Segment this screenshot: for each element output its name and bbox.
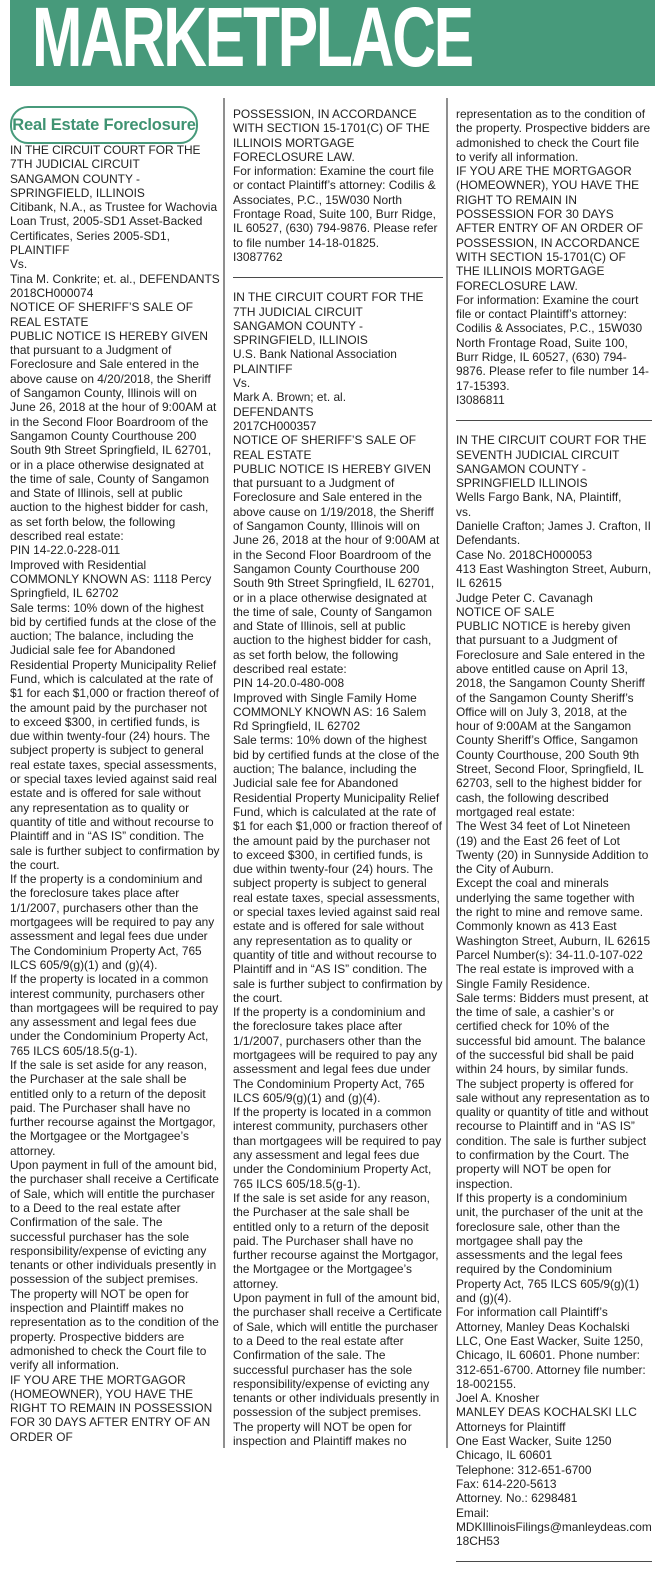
legal-text: Improved with Single Family Home [233,690,417,705]
legal-text: IN THE CIRCUIT COURT FOR THE 7TH JUDICIAL CIRCUIT [10,143,201,172]
legal-text: Fax: 614-220-5613 [456,1476,557,1491]
legal-text: vs. [456,504,472,519]
legal-text: Upon payment in full of the amount bid, the purchaser shall receive a Certificate of Sale, which will entitle the purchaser to a Deed to the real estate after Confirmation of the sale. The successful purchaser has the sole responsibility/expense of evicting any tenants or other individuals presently in possession of the subject premises. The property will NOT be open for inspection and Plaintiff makes no representation as to the condition of the property. Prospective bidders are admonished to check the Court file to verify all information. [10,1158,219,1373]
legal-text: Judge Peter C. Cavanagh [456,590,593,605]
legal-text: MANLEY DEAS KOCHALSKI LLC [456,1405,637,1420]
legal-text: Danielle Crafton; James J. Crafton, II [456,519,651,534]
legal-text: 2018CH000074 [10,285,94,300]
legal-text: Vs. [10,257,28,272]
column-3 [456,107,652,1574]
legal-text: IF YOU ARE THE MORTGAGOR (HOMEOWNER), YOU HAVE THE RIGHT TO REMAIN IN POSSESSION FOR 30 DAYS AFTER ENTRY OF AN ORDER OF POSSESSION, IN ACCORDANCE WITH SECTION 15-1701(C) OF THE ILLINOIS MORTGAGE FORECLOSURE LAW. [456,164,644,293]
legal-text: Citibank, N.A., as Trustee for Wachovia Loan Trust, 2005-SD1 Asset-Backed Certificates, Series 2005-SD1, [10,200,218,243]
legal-text: IF YOU ARE THE MORTGAGOR (HOMEOWNER), YOU HAVE THE RIGHT TO REMAIN IN POSSESSION FOR 30 DAYS AFTER ENTRY OF AN ORDER OF [10,1372,213,1444]
legal-text: Case No. 2018CH000053 [456,547,593,562]
column-divider-left [223,98,225,1448]
legal-text: 2017CH000357 [233,418,317,433]
legal-text: 413 East Washington Street, Auburn, IL 62615 [456,561,652,591]
legal-text: For information: Examine the court file or contact Plaintiff’s attorney: Codilis & Associates, P.C., 15W030 North Frontage Road, Suite 100, Burr Ridge, IL 60527, (630) 794-9876. Please refer to file number 14-18-01825. [233,164,438,250]
legal-text: NOTICE OF SHERIFF’S SALE OF REAL ESTATE [10,300,194,329]
legal-text: For information: Examine the court file or contact Plaintiff’s attorney: Codilis & Associates, P.C., 15W030 North Frontage Road, Suite 100, Burr Ridge, IL 60527, (630) 794-9876. Please refer to file number 14-17-15393. [456,292,650,393]
legal-text: Attorney. No.: 6298481 [456,1491,578,1506]
legal-text: U.S. Bank National Association [233,347,397,362]
legal-text: One East Wacker, Suite 1250 [456,1434,612,1449]
legal-text: Commonly known as 413 East Washington Street, Auburn, IL 62615 [456,919,651,948]
notice-divider [456,1561,652,1562]
legal-text: COMMONLY KNOWN AS: 1118 Percy Springfield, IL 62702 [10,571,212,601]
legal-text: I3086811 [456,392,505,407]
legal-text: IN THE CIRCUIT COURT FOR THE 7TH JUDICIAL CIRCUIT [233,290,424,319]
legal-text: 18CH53 [456,1534,500,1549]
legal-text: DEFENDANTS [233,404,314,419]
legal-text: Mark A. Brown; et. al. [233,390,347,405]
legal-text: PUBLIC NOTICE IS HEREBY GIVEN that pursuant to a Judgment of Foreclosure and Sale entered in the above cause on 1/19/2018, the Sheriff of Sangamon County, Illinois will on June 26, 2018 at the hour of 9:00AM at in the Second Floor Boardroom of the Sangamon County Courthouse 200 South 9th Street Springfield, IL 62701, or in a place otherwise designated at the time of sale, County of Sangamon and State of Illinois, sell at public auction to the highest bidder for cash, as set forth below, the following described real estate: [233,461,440,676]
masthead-banner [10,0,655,86]
legal-text: Tina M. Conkrite; et. al., DEFENDANTS [10,271,220,286]
legal-text: Upon payment in full of the amount bid, the purchaser shall receive a Certificate of Sale, which will entitle the purchaser to a Deed to the real estate after Confirmation of the sale. The successful purchaser has the sole responsibility/expense of evicting any tenants or other individuals presently in possession of the subject premises. The property will NOT be open for inspection and Plaintiff makes no [233,1291,442,1449]
legal-text: PLAINTIFF [233,361,293,376]
legal-text: If the sale is set aside for any reason, the Purchaser at the sale shall be entitled only to a return of the deposit paid. The Purchaser shall have no further recourse against the Mortgagor, the Mortgagee or the Mortgagee’s attorney. [233,1190,439,1291]
legal-text: SANGAMON COUNTY - SPRINGFIELD, ILLINOIS [233,318,368,348]
column-divider-right [446,98,448,1448]
legal-text: Joel A. Knosher [456,1391,540,1406]
legal-text: Improved with Residential [10,557,147,572]
legal-text: I3087762 [233,249,283,264]
legal-text: For information call Plaintiff’s Attorney, Manley Deas Kochalski LLC, One East Wacker, Suite 1250, Chicago, IL 60601. Phone number: 312-651-6700. Attorney file number: 18-002155. [456,1305,646,1391]
notice-divider [233,277,443,278]
legal-text: If the property is located in a common interest community, purchasers other than mortgagees will be required to pay any assessment and legal fees due under the Condominium Property Act, 765 ILCS 605/18.5(g-1). [233,1105,442,1191]
legal-text: SANGAMON COUNTY - SPRINGFIELD, ILLINOIS [10,171,145,200]
legal-text: SANGAMON COUNTY - SPRINGFIELD ILLINOIS [456,461,588,491]
legal-text: Wells Fargo Bank, NA, Plaintiff, [456,490,622,505]
legal-text: Email: MDKIllinoisFilings@manleydeas.com [456,1505,652,1534]
legal-text: Sale terms: Bidders must present, at the time of sale, a cashier’s or certified check for 10% of the successful bid amount. The balance of the successful bid shall be paid within 24 hours, by similar funds. The subject property is offered for sale without any representation as to quality or quantity of title and without recourse to Plaintiff and in “AS IS” condition. The sale is further subject to confirmation by the Court. The property will NOT be open for inspection. [456,990,650,1191]
legal-text: If this property is a condominium unit, the purchaser of the unit at the foreclosure sale, other than the mortgagee shall pay the assessments and the legal fees required by the Condominium Property Act, 765 ILCS 605/9(g)(1) and (g)(4). [456,1190,644,1306]
legal-text: Attorneys for Plaintiff [456,1419,566,1434]
legal-text: Telephone: 312-651-6700 [456,1462,592,1477]
legal-text: Defendants. [456,533,521,548]
category-badge [10,106,198,144]
page-title: MARKETPLACE [32,0,472,84]
legal-text: Sale terms: 10% down of the highest bid by certified funds at the close of the auction; The balance, including the Judicial sale fee for Abandoned Residential Property Municipality Relief Fund, which is calculated at the rate of $1 for each $1,000 or fraction thereof of the amount paid by the purchaser not to exceed $300, in certified funds, is due within twenty-four (24) hours. The subject property is subject to general real estate taxes, special assessments, or special taxes levied against said real estate and is offered for sale without any representation as to quality or quantity of title and without recourse to Plaintiff and in “AS IS” condition. The sale is further subject to confirmation by the court. [10,600,220,872]
notice-divider [456,420,652,421]
legal-text: Vs. [233,376,251,391]
legal-text: If the property is located in a common interest community, purchasers other than mortgagees will be required to pay any assessment and legal fees due under the Condominium Property Act, 765 ILCS 605/18.5(g-1). [10,972,219,1058]
legal-text: PUBLIC NOTICE IS HEREBY GIVEN that pursuant to a Judgment of Foreclosure and Sale entered in the above cause on 4/20/2018, the Sheriff of Sangamon County, Illinois will on June 26, 2018 at the hour of 9:00AM at in the Second Floor Boardroom of the Sangamon County Courthouse 200 South 9th Street Springfield, IL 62701, or in a place otherwise designated at the time of sale, County of Sangamon and State of Illinois, sell at public auction to the highest bidder for cash, as set forth below, the following described real estate: [10,328,217,544]
legal-text: If the property is a condominium and the foreclosure takes place after 1/1/2007, purchasers other than the mortgagees will be required to pay any assessment and legal fees due under The Condominium Property Act, 765 ILCS 605/9(g)(1) and (g)(4). [233,1005,438,1105]
legal-text: Except the coal and minerals underlying the same together with the right to mine and remove same. [456,876,644,920]
legal-text: NOTICE OF SHERIFF’S SALE OF REAL ESTATE [233,433,417,462]
legal-text: If the sale is set aside for any reason, the Purchaser at the sale shall be entitled only to a return of the deposit paid. The Purchaser shall have no further recourse against the Mortgagor, the Mortgagee or the Mortgagee’s attorney. [10,1058,216,1158]
legal-text: IN THE CIRCUIT COURT FOR THE SEVENTH JUDICIAL CIRCUIT [456,433,647,462]
legal-text: PUBLIC NOTICE is hereby given that pursuant to a Judgment of Foreclosure and Sale entered in the above entitled cause on April 13, 2018, the Sangamon County Sheriff of the Sangamon County Sheriff’s Office will on July 3, 2018, at the hour of 9:00AM at the Sangamon County Sheriff’s Office, Sangamon County Courthouse, 200 South 9th Street, Second Floor, Springfield, IL 62703, sell to the highest bidder for cash, the following described mortgaged real estate: [456,619,646,819]
category-label: Real Estate Foreclosure [12,115,196,134]
column-1 [10,143,220,1444]
legal-text: representation as to the condition of the property. Prospective bidders are admonished to check the Court file to verify all information. [456,107,651,164]
legal-text: POSSESSION, IN ACCORDANCE WITH SECTION 15-1701(C) OF THE ILLINOIS MORTGAGE FORECLOSURE LAW. [233,107,430,164]
legal-text: PIN 14-22.0-228-011 [10,543,121,558]
legal-text: Sale terms: 10% down of the highest bid by certified funds at the close of the auction; The balance, including the Judicial sale fee for Abandoned Residential Property Municipality Relief Fund, which is calculated at the rate of $1 for each $1,000 or fraction thereof of the amount paid by the purchaser not to exceed $300, in certified funds, is due within twenty-four (24) hours. The subject property is subject to general real estate taxes, special assessments, or special taxes levied against said real estate and is offered for sale without any representation as to quality or quantity of title and without recourse to Plaintiff and in “AS IS” condition. The sale is further subject to confirmation by the court. [233,733,443,1005]
legal-text: The real estate is improved with a Single Family Residence. [456,962,634,991]
legal-text: PIN 14-20.0-480-008 [233,676,345,691]
legal-text: If the property is a condominium and the foreclosure takes place after 1/1/2007, purchasers other than the mortgagees will be required to pay any assessment and legal fees due under The Condominium Property Act, 765 ILCS 605/9(g)(1) and (g)(4). [10,872,215,972]
legal-text: COMMONLY KNOWN AS: 16 Salem Rd Springfield, IL 62702 [233,704,427,734]
legal-text: Parcel Number(s): 34-11.0-107-022 [456,947,643,962]
column-2 [233,107,443,1448]
legal-text: Chicago, IL 60601 [456,1448,553,1463]
legal-text: PLAINTIFF [10,243,70,258]
legal-text: The West 34 feet of Lot Nineteen (19) and the East 26 feet of Lot Twenty (20) in Sunnyside Addition to the City of Auburn. [456,819,649,877]
legal-text: NOTICE OF SALE [456,604,555,619]
